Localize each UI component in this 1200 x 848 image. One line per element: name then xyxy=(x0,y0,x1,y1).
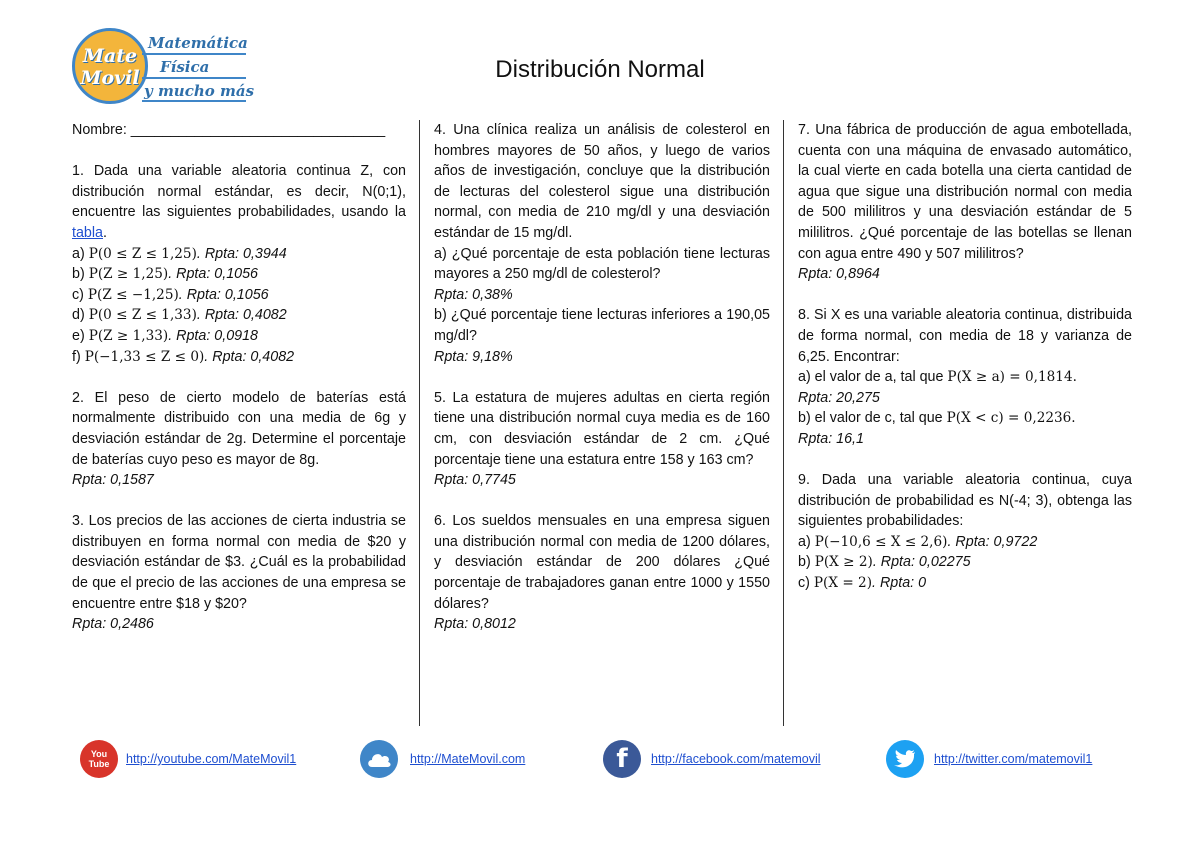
question-5 xyxy=(434,388,770,491)
website-link[interactable]: http://MateMovil.com xyxy=(410,752,526,766)
question-1-text: 1. Dada una variable aleatoria continua Z, con distribución normal estándar, es decir, N(0;1), encuentre las siguientes probabilidades, usando la xyxy=(72,163,406,221)
column-divider-2 xyxy=(783,120,784,726)
question-1-end: . xyxy=(103,224,107,241)
q1-item-c: c) P(Z ≤ −1,25). Rpta: 0,1056 xyxy=(72,286,269,303)
logo-tag-mucho-mas: y mucho más xyxy=(144,82,255,100)
footer-links xyxy=(0,740,1200,780)
q1-item-b: b) P(Z ≥ 1,25). Rpta: 0,1056 xyxy=(72,266,259,283)
q1-item-a: a) P(0 ≤ Z ≤ 1,25). Rpta: 0,3944 xyxy=(72,245,287,262)
twitter-link[interactable]: http://twitter.com/matemovil1 xyxy=(934,752,1093,766)
question-5-text: 5. La estatura de mujeres adultas en cierta región tiene una distribución normal cuya media es de 160 cm, con desviación estándar de 2 cm. ¿Qué porcentaje tiene una estatura entre 158 y 163 cm? xyxy=(434,389,770,468)
question-4b-answer: Rpta: 9,18% xyxy=(434,348,513,365)
question-8-text: 8. Si X es una variable aleatoria continua, distribuida de forma normal, con media de 18 y varianza de 6,25. Encontrar: xyxy=(798,307,1132,365)
logo-word-mate: Mate xyxy=(82,45,138,67)
q9-item-b: b) P(X ≥ 2). Rpta: 0,02275 xyxy=(798,554,971,571)
question-4a-text: a) ¿Qué porcentaje de esta población tiene lecturas mayores a 250 mg/dl de colesterol? xyxy=(434,245,770,283)
question-5-answer: Rpta: 0,7745 xyxy=(434,472,516,489)
question-3-answer: Rpta: 0,2486 xyxy=(72,616,154,633)
question-4a-answer: Rpta: 0,38% xyxy=(434,286,513,303)
question-7-answer: Rpta: 0,8964 xyxy=(798,266,880,283)
question-8b-answer: Rpta: 16,1 xyxy=(798,430,864,447)
youtube-icon[interactable]: You Tube xyxy=(80,740,118,778)
facebook-icon[interactable]: f xyxy=(603,740,641,778)
youtube-link[interactable]: http://youtube.com/MateMovil1 xyxy=(126,752,297,766)
logo-tag-fisica: Física xyxy=(160,58,210,76)
question-3-text: 3. Los precios de las acciones de cierta industria se distribuyen en forma normal con media de $20 y desviación estándar de $3. ¿Cuál es la probabilidad de que el precio de las acciones de una empresa se encuentre entre $18 y $20? xyxy=(72,513,406,612)
question-2-answer: Rpta: 0,1587 xyxy=(72,472,154,489)
question-4-text: 4. Una clínica realiza un análisis de colesterol en hombres mayores de 50 años, y luego de varios años de investigación, concluye que la distribución de lecturas del colesterol sigue una distribución normal, con media de 210 mg/dl y una desviación estándar de 15 mg/dl. xyxy=(434,122,770,241)
question-8 xyxy=(798,305,1132,449)
question-3 xyxy=(72,511,406,635)
q1-item-e: e) P(Z ≥ 1,33). Rpta: 0,0918 xyxy=(72,327,259,344)
q9-item-a: a) P(−10,6 ≤ X ≤ 2,6). Rpta: 0,9722 xyxy=(798,533,1038,550)
logo-underline-1 xyxy=(142,53,246,55)
question-8a-answer: Rpta: 20,275 xyxy=(798,389,880,406)
question-7 xyxy=(798,120,1132,285)
page-title: Distribución Normal xyxy=(495,56,705,83)
column-2 xyxy=(434,120,770,655)
q1-item-f: f) P(−1,33 ≤ Z ≤ 0). Rpta: 0,4082 xyxy=(72,348,295,365)
name-field-label: Nombre: ________________________________ xyxy=(72,122,386,138)
tabla-link[interactable]: tabla xyxy=(72,224,104,241)
question-6-answer: Rpta: 0,8012 xyxy=(434,616,516,633)
question-9 xyxy=(798,470,1132,594)
logo-underline-3 xyxy=(142,100,246,102)
question-9-text: 9. Dada una variable aleatoria continua, cuya distribución de probabilidad es N(-4; 3), obtenga las siguientes probabilidades: xyxy=(798,472,1132,530)
question-7-text: 7. Una fábrica de producción de agua embotellada, cuenta con una máquina de envasado automático, la cual vierte en cada botella una cierta cantidad de agua que sigue una distribución normal con media de 500 mililitros y una desviación estándar de 5 mililitros. ¿Qué porcentaje de las botellas se llenan con agua entre 490 y 507 mililitros? xyxy=(798,122,1132,262)
twitter-icon[interactable] xyxy=(886,740,924,778)
cloud-icon[interactable] xyxy=(360,740,398,778)
question-4b-text: b) ¿Qué porcentaje tiene lecturas inferiores a 190,05 mg/dl? xyxy=(434,307,770,344)
question-2 xyxy=(72,388,406,491)
logo-tag-matematica: Matemática xyxy=(148,34,248,52)
question-8b: b) el valor de c, tal que P(X < c) = 0,2236. xyxy=(798,410,1076,427)
q1-item-d: d) P(0 ≤ Z ≤ 1,33). Rpta: 0,4082 xyxy=(72,307,287,324)
column-1 xyxy=(72,120,406,655)
question-6-text: 6. Los sueldos mensuales en una empresa siguen una distribución normal con media de 1200 dólares, y desviación estándar de 200 dólares ¿Qué porcentaje de trabajadores ganan entre 1000 y 1550 dólares? xyxy=(434,513,770,612)
question-2-text: 2. El peso de cierto modelo de baterías está normalmente distribuido con una media de 6g y desviación estándar de 2g. Determine el porcentaje de baterías cuyo peso es mayor de 8g. xyxy=(72,389,406,468)
question-4 xyxy=(434,120,770,367)
facebook-link[interactable]: http://facebook.com/matemovil xyxy=(651,752,821,766)
question-1 xyxy=(72,161,406,367)
q9-item-c: c) P(X = 2). Rpta: 0 xyxy=(798,575,927,592)
column-3 xyxy=(798,120,1132,614)
question-6 xyxy=(434,511,770,635)
column-divider-1 xyxy=(419,120,420,726)
logo-word-movil: Movil xyxy=(80,67,140,89)
question-8a: a) el valor de a, tal que P(X ≥ a) = 0,1814. xyxy=(798,369,1077,386)
